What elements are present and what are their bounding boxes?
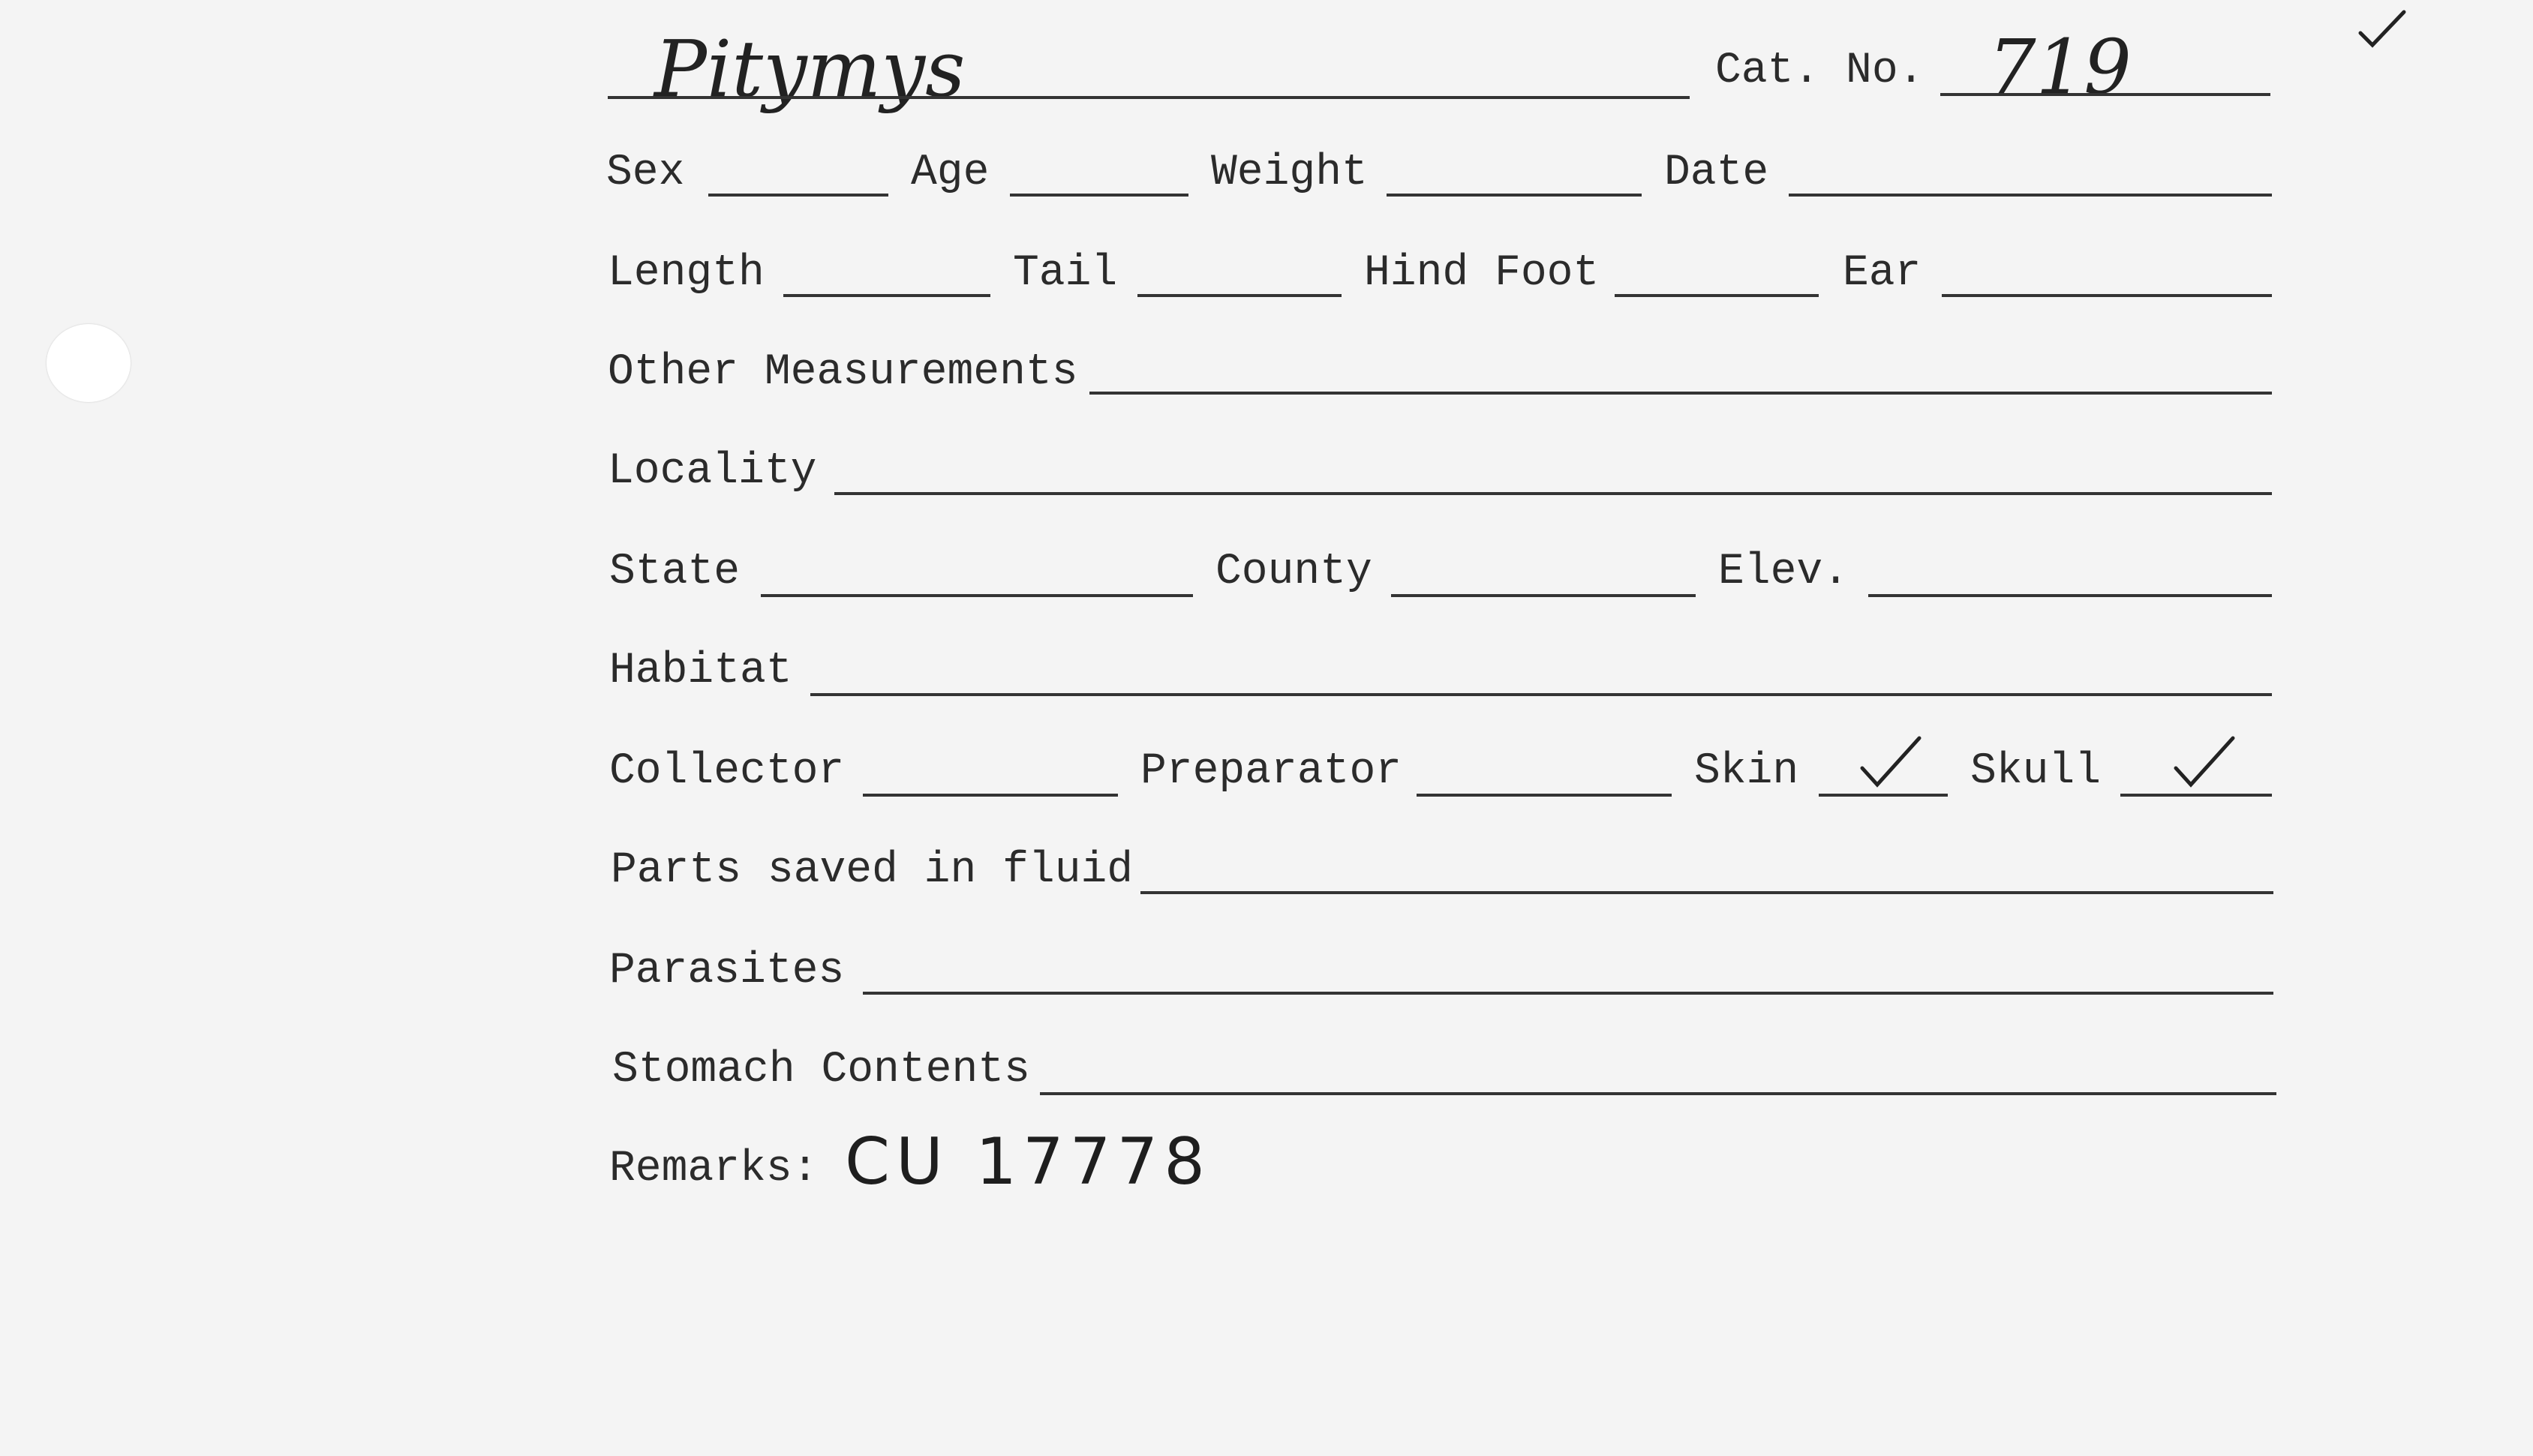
remarks-value: CU 17778	[845, 1124, 1211, 1199]
age-label: Age	[911, 149, 990, 197]
stomach-contents-label: Stomach Contents	[612, 1046, 1030, 1094]
sex-line	[708, 194, 888, 197]
weight-line	[1387, 194, 1642, 197]
skin-line	[1819, 794, 1948, 797]
cat-no-label: Cat. No.	[1715, 47, 1925, 95]
other-measurements-label: Other Measurements	[608, 348, 1078, 397]
habitat-line	[810, 693, 2272, 696]
punch-hole	[47, 324, 131, 402]
cat-no-value: 719	[1988, 23, 2132, 111]
collector-line	[863, 794, 1118, 797]
stomach-contents-line	[1040, 1092, 2276, 1095]
state-label: State	[609, 548, 741, 596]
skin-label: Skin	[1694, 747, 1799, 796]
remarks-label: Remarks:	[609, 1145, 819, 1193]
elev-line	[1868, 594, 2272, 597]
preparator-label: Preparator	[1140, 747, 1402, 796]
county-label: County	[1215, 548, 1372, 596]
skull-check-icon	[2170, 731, 2237, 791]
genus-line	[608, 96, 1690, 99]
parts-saved-label: Parts saved in fluid	[611, 846, 1134, 895]
skin-check-icon	[1856, 731, 1924, 791]
corner-check-icon	[2356, 6, 2408, 51]
elev-label: Elev.	[1718, 548, 1849, 596]
hind-foot-line	[1615, 294, 1819, 297]
date-line	[1789, 194, 2272, 197]
skull-line	[2120, 794, 2272, 797]
parasites-label: Parasites	[609, 947, 845, 995]
habitat-label: Habitat	[609, 647, 792, 695]
cat-no-line	[1940, 93, 2270, 96]
other-measurements-line	[1089, 392, 2272, 395]
skull-label: Skull	[1970, 747, 2102, 796]
age-line	[1010, 194, 1188, 197]
ear-line	[1942, 294, 2272, 297]
genus-name: Pitymys	[654, 23, 966, 115]
tail-label: Tail	[1013, 249, 1118, 298]
weight-label: Weight	[1211, 149, 1368, 197]
tail-line	[1137, 294, 1342, 297]
sex-label: Sex	[606, 149, 685, 197]
parasites-line	[863, 992, 2273, 995]
locality-label: Locality	[608, 447, 817, 496]
county-line	[1391, 594, 1696, 597]
length-label: Length	[608, 249, 765, 298]
state-line	[761, 594, 1193, 597]
parts-saved-line	[1140, 891, 2273, 894]
ear-label: Ear	[1843, 249, 1922, 298]
collector-label: Collector	[609, 747, 845, 796]
date-label: Date	[1664, 149, 1769, 197]
length-line	[783, 294, 990, 297]
preparator-line	[1417, 794, 1672, 797]
locality-line	[834, 492, 2272, 495]
hind-foot-label: Hind Foot	[1364, 249, 1600, 298]
